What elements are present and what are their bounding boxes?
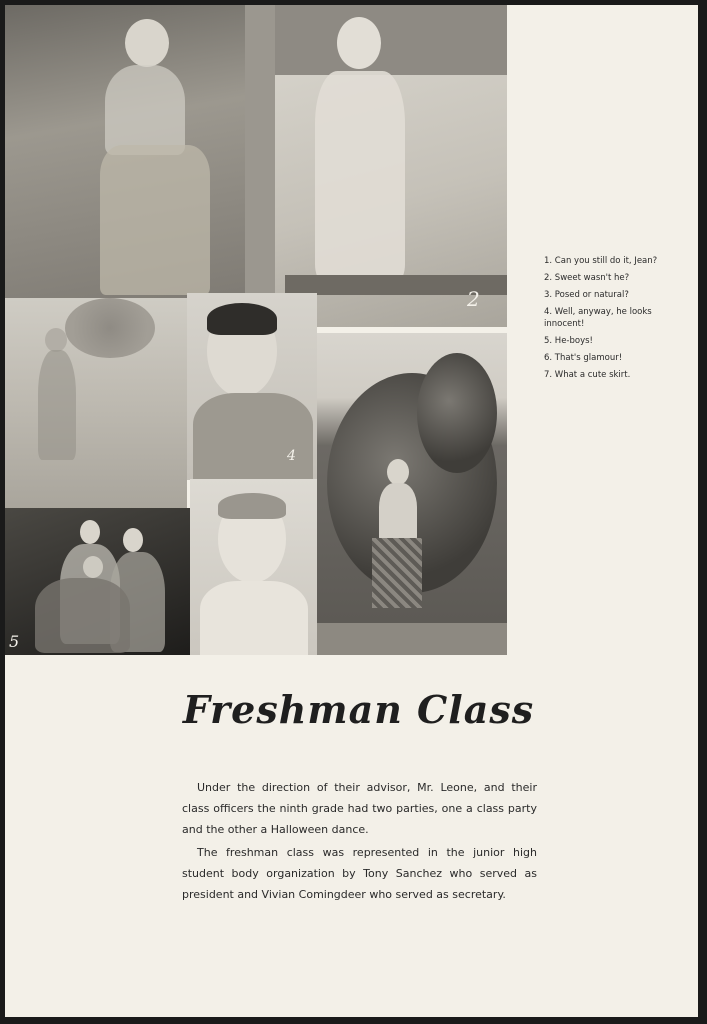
caption-4: 4. Well, anyway, he looks innocent! xyxy=(544,307,652,329)
photo-number: 2 xyxy=(467,287,480,311)
photo-number: 5 xyxy=(9,632,20,651)
caption-6: 6. That's glamour! xyxy=(544,353,623,363)
caption-7: 7. What a cute skirt. xyxy=(544,370,631,380)
photo-girl-field xyxy=(5,298,187,510)
photo-hula-girl xyxy=(5,5,245,298)
photo-girl-tree xyxy=(317,333,507,655)
photo-boy-porch xyxy=(245,5,507,327)
caption-2: 2. Sweet wasn't he? xyxy=(544,273,630,283)
photo-boy-portrait-top xyxy=(187,293,317,480)
photo-boys-group xyxy=(5,508,190,655)
caption-5: 5. He-boys! xyxy=(544,336,593,346)
yearbook-page xyxy=(5,5,698,1017)
caption-1: 1. Can you still do it, Jean? xyxy=(544,256,658,266)
page-title: Freshman Class xyxy=(182,687,535,732)
paragraph-1: Under the direction of their advisor, Mr. Leone, and their class officers the ninth grade had two parties, one a class party and the other a Halloween dance. xyxy=(182,781,537,836)
photo-number: 4 xyxy=(287,448,296,464)
paragraph-2: The freshman class was represented in the junior high student body organization by Tony Sanchez who served as president and Vivian Comingdeer who served as secretary. xyxy=(182,846,537,901)
class-description xyxy=(182,777,537,907)
photo-captions xyxy=(544,255,694,386)
photo-boy-portrait-bottom xyxy=(190,479,317,655)
caption-3: 3. Posed or natural? xyxy=(544,290,629,300)
